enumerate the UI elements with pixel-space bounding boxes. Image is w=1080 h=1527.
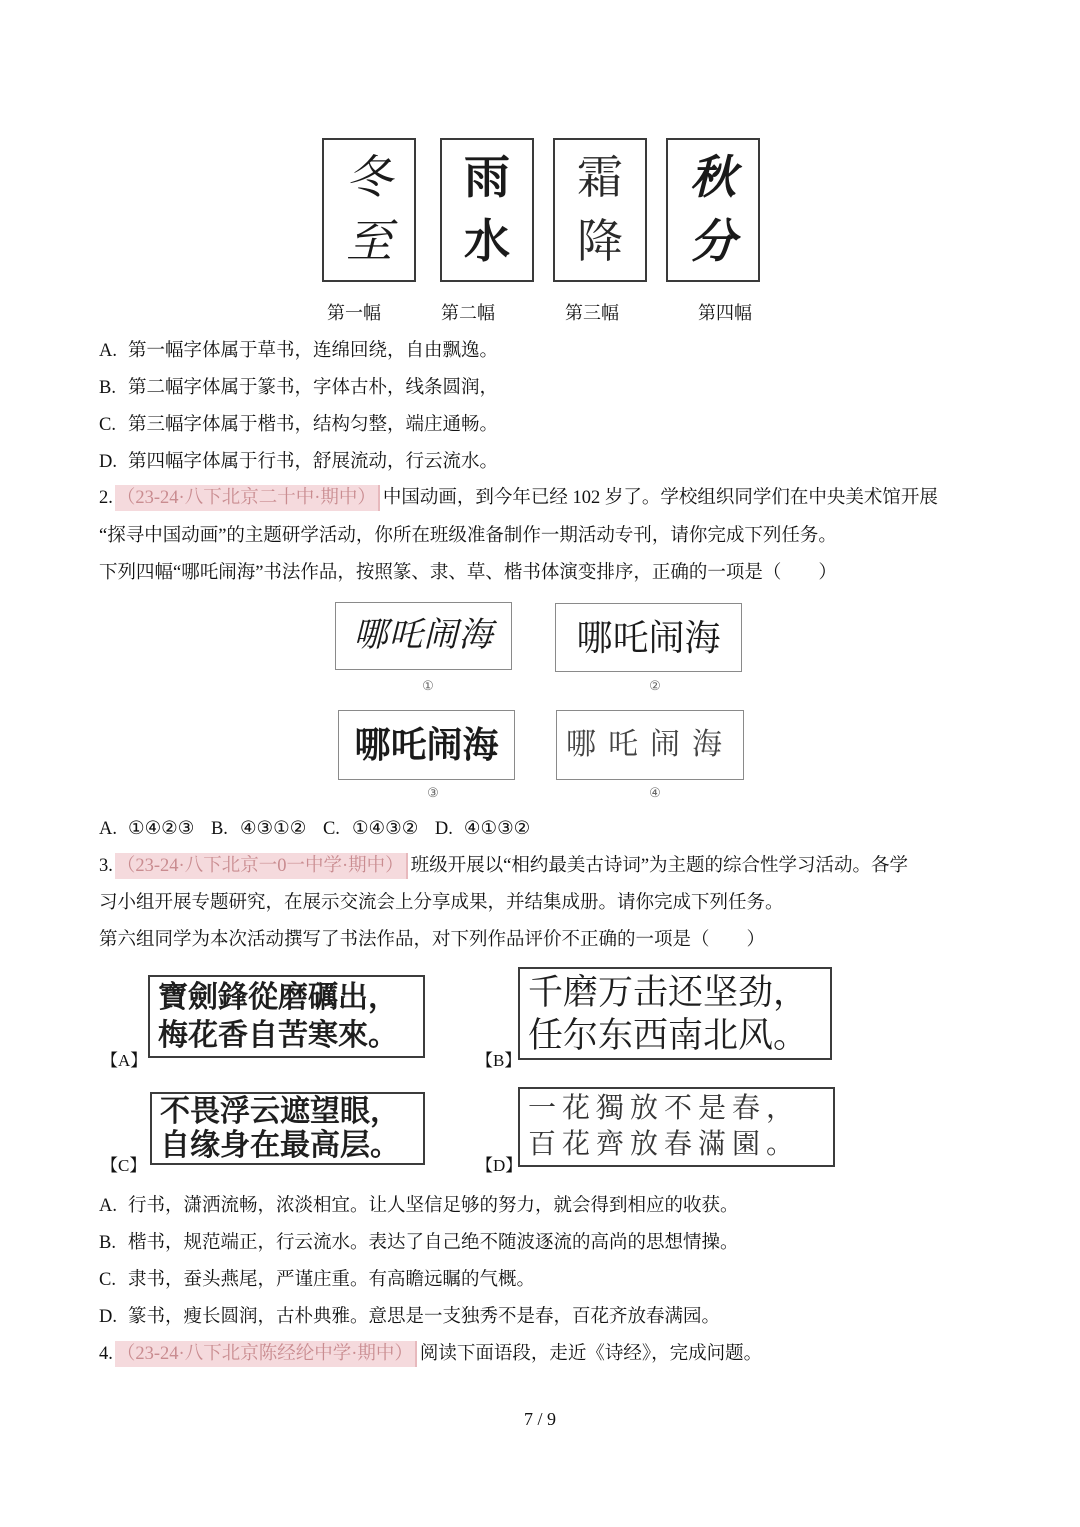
source-badge: （23-24·八下北京一0一中学·期中） <box>115 853 408 879</box>
intro-text: 阅读下面语段，走近《诗经》，完成问题。 <box>419 1344 763 1364</box>
question-number: 3. <box>99 856 113 876</box>
q3-option-b <box>99 1232 739 1254</box>
option-label: C. <box>322 819 340 839</box>
option-text: 第二幅字体属于篆书，字体古朴，线条圆润， <box>128 378 499 398</box>
q1-option-a <box>99 340 498 362</box>
artwork-label: ③ <box>427 785 439 800</box>
q2-intro-line-2: “探寻中国动画”的主题研学活动，你所在班级准备制作一期活动专刊，请你完成下列任务。 <box>99 526 837 546</box>
question-number: 4. <box>99 1344 113 1364</box>
q3-option-a <box>99 1195 739 1217</box>
source-badge: （23-24·八下北京二十中·期中） <box>115 485 380 511</box>
option-text: 第三幅字体属于楷书，结构匀整，端庄通畅。 <box>128 415 499 435</box>
calligraphy-char: 秋 <box>690 152 736 204</box>
poem-artwork-a <box>148 975 425 1058</box>
option-text: 篆书，瘦长圆润，古朴典雅。意思是一支独秀不是春，百花齐放春满园。 <box>128 1307 721 1327</box>
option-text: ①④②③ <box>128 819 195 839</box>
q3-option-d <box>99 1306 720 1328</box>
option-label: B. <box>210 819 228 839</box>
q2-option-a <box>99 819 194 839</box>
option-text: ①④③② <box>351 819 419 839</box>
calligraphy-panel-1 <box>322 138 416 282</box>
artwork-label: ② <box>649 678 661 693</box>
calligraphy-char: 水 <box>464 215 510 267</box>
artwork-line: 寶劍鋒從磨礪出， <box>158 980 398 1014</box>
q2-options <box>99 818 530 840</box>
artwork-text: 哪吒闹海 <box>354 725 499 765</box>
option-text: 行书，潇洒流畅，浓淡相宜。让人坚信足够的努力，就会得到相应的收获。 <box>128 1196 739 1216</box>
calligraphy-panel-3 <box>553 138 647 282</box>
option-label: D. <box>99 452 117 472</box>
calligraphy-char: 至 <box>346 215 392 267</box>
artwork-line: 一花獨放不是春， <box>528 1093 801 1124</box>
option-text: 楷书，规范端正，行云流水。表达了自己绝不随波逐流的高尚的思想情操。 <box>128 1233 739 1253</box>
q2-option-d <box>435 819 530 839</box>
option-label: D. <box>99 1307 117 1327</box>
calligraphy-panel-2 <box>440 138 534 282</box>
nezha-artwork-2 <box>555 603 742 672</box>
artwork-label: 【D】 <box>476 1156 523 1175</box>
artwork-label: 【C】 <box>101 1156 147 1175</box>
panel-caption: 第一幅 <box>327 303 381 323</box>
q3-question: 第六组同学为本次活动撰写了书法作品，对下列作品评价不正确的一项是（ ） <box>99 930 766 950</box>
nezha-artwork-3 <box>338 710 515 780</box>
q1-option-b <box>99 377 498 399</box>
q3-option-c <box>99 1269 535 1291</box>
artwork-text: 哪吒闹海 <box>566 728 734 761</box>
option-label: C. <box>99 415 116 435</box>
artwork-line: 不畏浮云遮望眼， <box>160 1094 400 1128</box>
artwork-label: 【A】 <box>101 1051 148 1070</box>
option-label: A. <box>99 819 117 839</box>
q3-intro-line-2: 习小组开展专题研究，在展示交流会上分享成果，并结集成册。请你完成下列任务。 <box>99 893 784 913</box>
option-label: B. <box>99 1233 116 1253</box>
artwork-label: ④ <box>649 785 661 800</box>
poem-artwork-d <box>518 1087 835 1167</box>
artwork-text: 哪吒闹海 <box>353 617 494 654</box>
option-label: D. <box>434 819 453 839</box>
q2-intro-line-1 <box>99 485 938 511</box>
question-number: 2. <box>99 488 113 508</box>
source-badge: （23-24·八下北京陈经纶中学·期中） <box>115 1341 417 1367</box>
artwork-line: 自缘身在最高层。 <box>160 1128 400 1162</box>
page-number: 7 / 9 <box>523 1409 556 1429</box>
nezha-artwork-4 <box>556 710 744 780</box>
artwork-line: 千磨万击还坚劲， <box>528 972 809 1012</box>
artwork-label: ① <box>422 678 434 693</box>
option-label: B. <box>99 378 116 398</box>
calligraphy-char: 雨 <box>464 152 510 204</box>
calligraphy-char: 分 <box>690 215 736 267</box>
option-text: ④①③② <box>463 819 531 839</box>
calligraphy-char: 霜 <box>577 152 623 204</box>
calligraphy-panel-4 <box>666 138 760 282</box>
panel-caption: 第三幅 <box>565 303 619 323</box>
q2-question: 下列四幅“哪吒闹海”书法作品，按照篆、隶、草、楷书体演变排序，正确的一项是（ ） <box>99 563 837 583</box>
option-label: C. <box>99 1270 116 1290</box>
artwork-line: 梅花香自苦寒來。 <box>158 1018 398 1052</box>
q3-intro-line-1 <box>99 853 908 879</box>
nezha-artwork-1 <box>335 602 512 670</box>
option-text: 第四幅字体属于行书，舒展流动，行云流水。 <box>128 452 499 472</box>
q1-option-c <box>99 414 498 436</box>
q2-option-c <box>323 819 418 839</box>
panel-caption: 第四幅 <box>698 303 752 323</box>
option-text: 隶书，蚕头燕尾，严谨庄重。有高瞻远瞩的气概。 <box>128 1270 536 1290</box>
panel-caption: 第二幅 <box>441 303 495 323</box>
q2-option-b <box>211 819 306 839</box>
q1-option-d <box>99 451 498 473</box>
option-text: ④③①② <box>239 819 307 839</box>
artwork-line: 任尔东西南北风。 <box>528 1015 809 1055</box>
calligraphy-char: 冬 <box>346 152 392 204</box>
artwork-text: 哪吒闹海 <box>576 617 721 658</box>
poem-artwork-c <box>150 1092 425 1165</box>
q4-intro <box>99 1341 762 1367</box>
option-label: A. <box>99 1196 117 1216</box>
calligraphy-char: 降 <box>577 215 623 267</box>
artwork-label: 【B】 <box>476 1051 522 1070</box>
option-text: 第一幅字体属于草书，连绵回绕，自由飘逸。 <box>128 341 499 361</box>
option-label: A. <box>99 341 117 361</box>
intro-text: 班级开展以“相约最美古诗词”为主题的综合性学习活动。各学 <box>410 856 909 876</box>
intro-text: 中国动画，到今年已经 102 岁了。学校组织同学们在中央美术馆开展 <box>382 488 938 508</box>
artwork-line: 百花齊放春滿園。 <box>528 1129 801 1160</box>
poem-artwork-b <box>518 967 832 1060</box>
